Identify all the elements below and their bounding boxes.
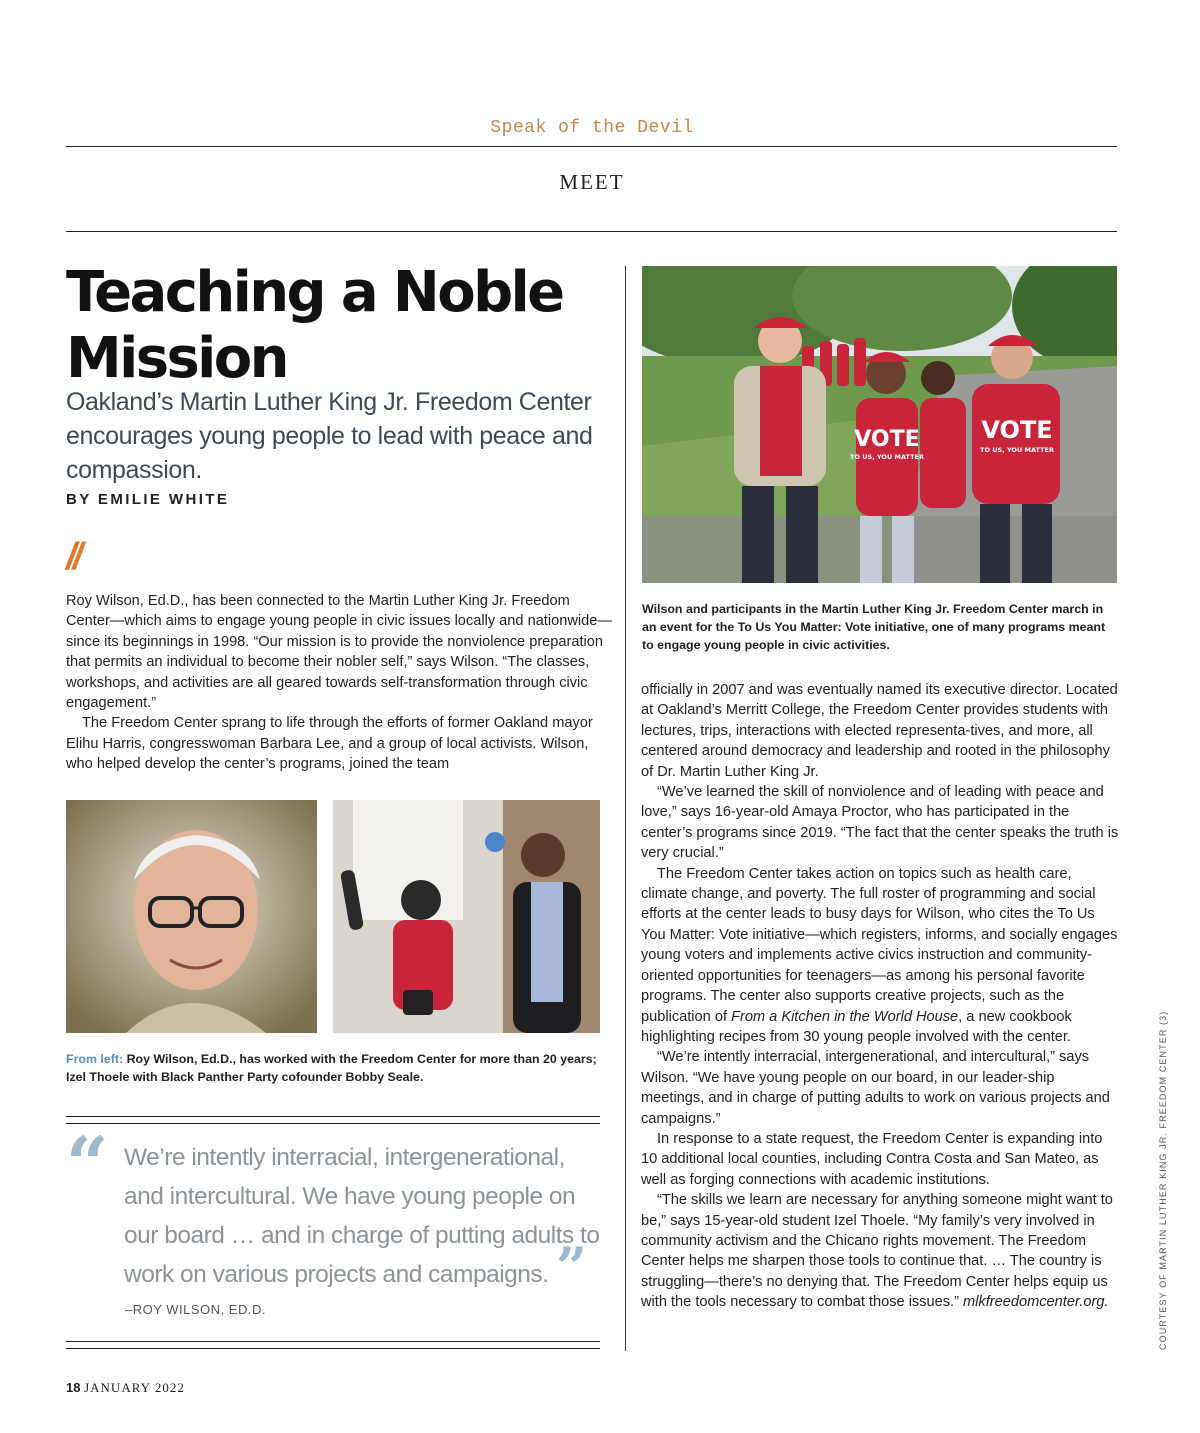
portraits-caption — [66, 1050, 602, 1086]
pullquote-rule-top — [66, 1116, 600, 1117]
column-divider — [625, 266, 626, 1351]
body-text-run: , a new cookbook highlighting recipes from 30 young people involved with the center. — [641, 1008, 1072, 1045]
close-quote-mark: ” — [556, 1235, 588, 1299]
march-photo-caption: Wilson and participants in the Martin Luther King Jr. Freedom Center march in an event for the To Us You Matter: Vote initiative, one of many programs meant to engage young people in civic activities. — [642, 602, 1106, 652]
section-slash-mark: // — [66, 536, 80, 578]
body-paragraph: officially in 2007 and was eventually named its executive director. Located at Oakland’s Merritt College, the Freedom Center provides students with lectures, trips, interactions with elected representa-tives, and more, all centered around democracy and leadership and rooted in the philosophy of Dr. Martin Luther King Jr. — [641, 682, 1118, 780]
izel-thoele-bobby-seale-photo — [333, 800, 600, 1033]
march-photo-illustration — [642, 266, 1117, 583]
body-paragraph — [641, 864, 1119, 1048]
shirt-print-sub: TO US, YOU MATTER — [980, 446, 1054, 454]
march-photo — [642, 266, 1117, 583]
header-rule-top — [66, 146, 1117, 147]
thoele-seale-illustration — [333, 800, 600, 1033]
pullquote-rule-top-2 — [66, 1123, 600, 1124]
body-paragraph: The Freedom Center sprang to life through the efforts of former Oakland mayor Elihu Harris, congresswoman Barbara Lee, and a group of local activists. Wilson, who helped develop the center’s programs, joined the team — [66, 715, 593, 773]
page-number: 18 — [66, 1380, 81, 1395]
section-label: Speak of the Devil — [490, 118, 694, 138]
roy-wilson-photo — [66, 800, 317, 1033]
issue-date: JANUARY 2022 — [84, 1380, 185, 1395]
body-paragraph: “We’re intently interracial, intergenerational, and intercultural,” says Wilson. “We have young people on our board, in our leader-ship meetings, and in charge of putting adults to work on various projects and campaigns.” — [641, 1049, 1110, 1127]
body-column-2 — [641, 680, 1119, 1313]
pullquote-rule-bottom — [66, 1341, 600, 1342]
page-folio — [66, 1380, 185, 1396]
open-quote-mark: “ — [66, 1122, 109, 1208]
body-column-1 — [66, 591, 612, 775]
header-rule-bottom — [66, 231, 1117, 232]
photo-credit: COURTESY OF MARTIN LUTHER KING JR. FREEDOM CENTER (3) — [1158, 1010, 1168, 1350]
department-label: MEET — [559, 170, 625, 194]
shirt-print: VOTE — [981, 416, 1053, 444]
website-url: mlkfreedomcenter.org. — [963, 1294, 1109, 1311]
pullquote-text: We’re intently interracial, intergenerational, and intercultural. We have young people on our board … and in charge of putting adults to work on various projects and campaigns. — [124, 1144, 600, 1288]
body-text-run: The Freedom Center takes action on topics such as health care, climate change, and poverty. The full roster of programming and social efforts at the center leads to busy days for Wilson, who cites the To Us You Matter: Vote initiative—which registers, informs, and socially engages young voters and implements active civics instruction and community-oriented opportunities for teenagers—as among his personal favorite programs. The center also supports creative projects, such as the publication of — [641, 865, 1118, 1025]
body-paragraph — [641, 1190, 1119, 1312]
article-headline: Teaching a Noble Mission — [66, 260, 563, 391]
shirt-print-sub: TO US, YOU MATTER — [850, 453, 924, 461]
book-title: From a Kitchen in the World House — [731, 1008, 959, 1025]
pullquote-rule-bottom-2 — [66, 1348, 600, 1349]
body-paragraph: “We’ve learned the skill of nonviolence and of leading with peace and love,” says 16-year-old Amaya Proctor, who has participated in the center’s programs since 2019. “The fact that the center speaks the truth is very crucial.” — [641, 784, 1119, 862]
roy-wilson-portrait-illustration — [66, 800, 317, 1033]
body-text-run: “The skills we learn are necessary for anything someone might want to be,” says 15-year-old student Izel Thoele. “My family’s very involved in community activism and the Chicano rights movement. The Freedom Center helps me sharpen those tools to continue that. … The country is struggling—there’s no denying that. The Freedom Center helps equip us with the tools necessary to combat those issues.” — [641, 1192, 1113, 1311]
shirt-print: VOTE — [854, 427, 920, 452]
pullquote-attribution: –ROY WILSON, ED.D. — [125, 1302, 266, 1317]
caption-lead-label: From left: — [66, 1052, 124, 1066]
caption-text: Roy Wilson, Ed.D., has worked with the Freedom Center for more than 20 years; Izel Thoele with Black Panther Party cofounder Bobby Seale. — [66, 1052, 597, 1084]
body-paragraph: In response to a state request, the Freedom Center is expanding into 10 additional local counties, including Contra Costa and San Mateo, as well as forging connections with academic institutions. — [641, 1130, 1103, 1188]
article-byline: BY EMILIE WHITE — [66, 491, 230, 508]
article-dek: Oakland’s Martin Luther King Jr. Freedom Center encourages young people to lead with peace and compassion. — [66, 388, 593, 484]
body-paragraph: Roy Wilson, Ed.D., has been connected to the Martin Luther King Jr. Freedom Center—which aims to engage young people in civic issues locally and nationwide—since its beginnings in 1998. “Our mission is to provide the nonviolence preparation that permits an individual to become their nobler self,” says Wilson. “The classes, workshops, and activities are all geared towards self-transformation through civic engagement.” — [66, 593, 612, 712]
